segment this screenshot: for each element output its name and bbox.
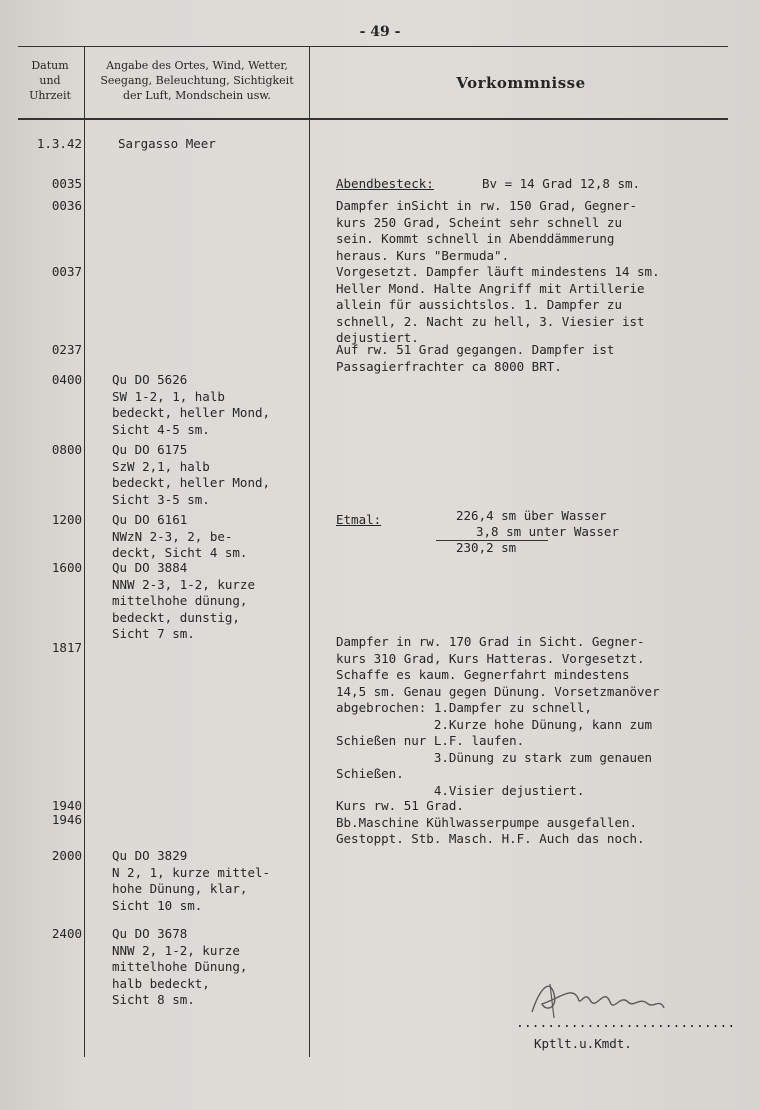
time-0237: 0237 bbox=[51, 342, 82, 357]
time-0800: 0800 bbox=[51, 442, 82, 457]
event-0036: Dampfer inSicht in rw. 150 Grad, Gegner- kurs 250 Grad, Scheint sehr schnell zu sein. Kommt schnell in Abenddämmerung heraus. Kurs "Bermuda". bbox=[336, 198, 638, 263]
header-datum: Datum und Uhrzeit bbox=[29, 59, 71, 102]
time-2400: 2400 bbox=[51, 926, 82, 941]
signature-title: Kptlt.u.Kmdt. bbox=[534, 1036, 632, 1051]
header-bottom-rule bbox=[18, 118, 728, 120]
etmal-line1: 226,4 sm über Wasser bbox=[456, 508, 607, 523]
weather-1600: Qu DO 3884 NNW 2-3, 1-2, kurze mittelhohe dünung, bedeckt, dunstig, Sicht 7 sm. bbox=[112, 560, 255, 641]
top-rule bbox=[18, 46, 728, 47]
time-1946: 1946 bbox=[51, 812, 82, 827]
column-divider-2 bbox=[309, 47, 310, 1057]
entry-location: Sargasso Meer bbox=[118, 136, 216, 151]
time-0400: 0400 bbox=[51, 372, 82, 387]
weather-1200: Qu DO 6161 NWzN 2-3, 2, be- deckt, Sicht 4 sm. bbox=[112, 512, 248, 560]
event-1940: Kurs rw. 51 Grad. Bb.Maschine Kühlwasserpumpe ausgefallen. Gestoppt. Stb. Masch. H.F. Auch das noch. bbox=[336, 798, 645, 846]
weather-2000: Qu DO 3829 N 2, 1, kurze mittel- hohe Dünung, klar, Sicht 10 sm. bbox=[112, 848, 271, 913]
abendbesteck-value: Bv = 14 Grad 12,8 sm. bbox=[482, 176, 641, 191]
page-number: - 49 - bbox=[359, 24, 401, 40]
time-0037: 0037 bbox=[51, 264, 82, 279]
weather-2400: Qu DO 3678 NNW 2, 1-2, kurze mittelhohe Dünung, halb bedeckt, Sicht 8 sm. bbox=[112, 926, 248, 1007]
entry-date: 1.3.42 bbox=[36, 136, 82, 151]
column-divider-1 bbox=[84, 47, 85, 1057]
time-0035: 0035 bbox=[51, 176, 82, 191]
time-2000: 2000 bbox=[51, 848, 82, 863]
weather-0400: Qu DO 5626 SW 1-2, 1, halb bedeckt, heller Mond, Sicht 4-5 sm. bbox=[112, 372, 271, 437]
weather-0800: Qu DO 6175 SzW 2,1, halb bedeckt, heller Mond, Sicht 3-5 sm. bbox=[112, 442, 271, 507]
time-1817: 1817 bbox=[51, 640, 82, 655]
signature-dots: ............................ bbox=[516, 1016, 736, 1031]
time-1200: 1200 bbox=[51, 512, 82, 527]
etmal-total: 230,2 sm bbox=[456, 540, 517, 555]
event-0237: Auf rw. 51 Grad gegangen. Dampfer ist Passagierfrachter ca 8000 BRT. bbox=[336, 342, 615, 374]
time-1940: 1940 bbox=[51, 798, 82, 813]
etmal-label: Etmal: bbox=[336, 512, 382, 527]
header-vorkommnisse: Vorkommnisse bbox=[456, 74, 586, 92]
etmal-line2: 3,8 sm unter Wasser bbox=[476, 524, 619, 539]
event-1817: Dampfer in rw. 170 Grad in Sicht. Gegner- kurs 310 Grad, Kurs Hatteras. Vorgesetzt. Schaffe es kaum. Gegnerfahrt mindestens 14,5 sm. Genau gegen Dünung. Vorsetzmanöver abgebrochen: 1.Dampfer zu schnell, 2.Kurze hohe Dünung, kann zum Schießen nur L.F. laufen. 3.Dünung zu stark zum genauen Schießen. 4.Visier dejustiert. bbox=[336, 634, 660, 798]
event-0037: Vorgesetzt. Dampfer läuft mindestens 14 sm. Heller Mond. Halte Angriff mit Artillerie allein für aussichtslos. 1. Dampfer zu schnell, 2. Nacht zu hell, 3. Viesier ist dejustiert. bbox=[336, 264, 660, 345]
abendbesteck-label: Abendbesteck: bbox=[336, 176, 434, 191]
header-angabe: Angabe des Ortes, Wind, Wetter, Seegang, Beleuchtung, Sichtigkeit der Luft, Mondschein usw. bbox=[100, 59, 294, 102]
time-1600: 1600 bbox=[51, 560, 82, 575]
time-0036: 0036 bbox=[51, 198, 82, 213]
